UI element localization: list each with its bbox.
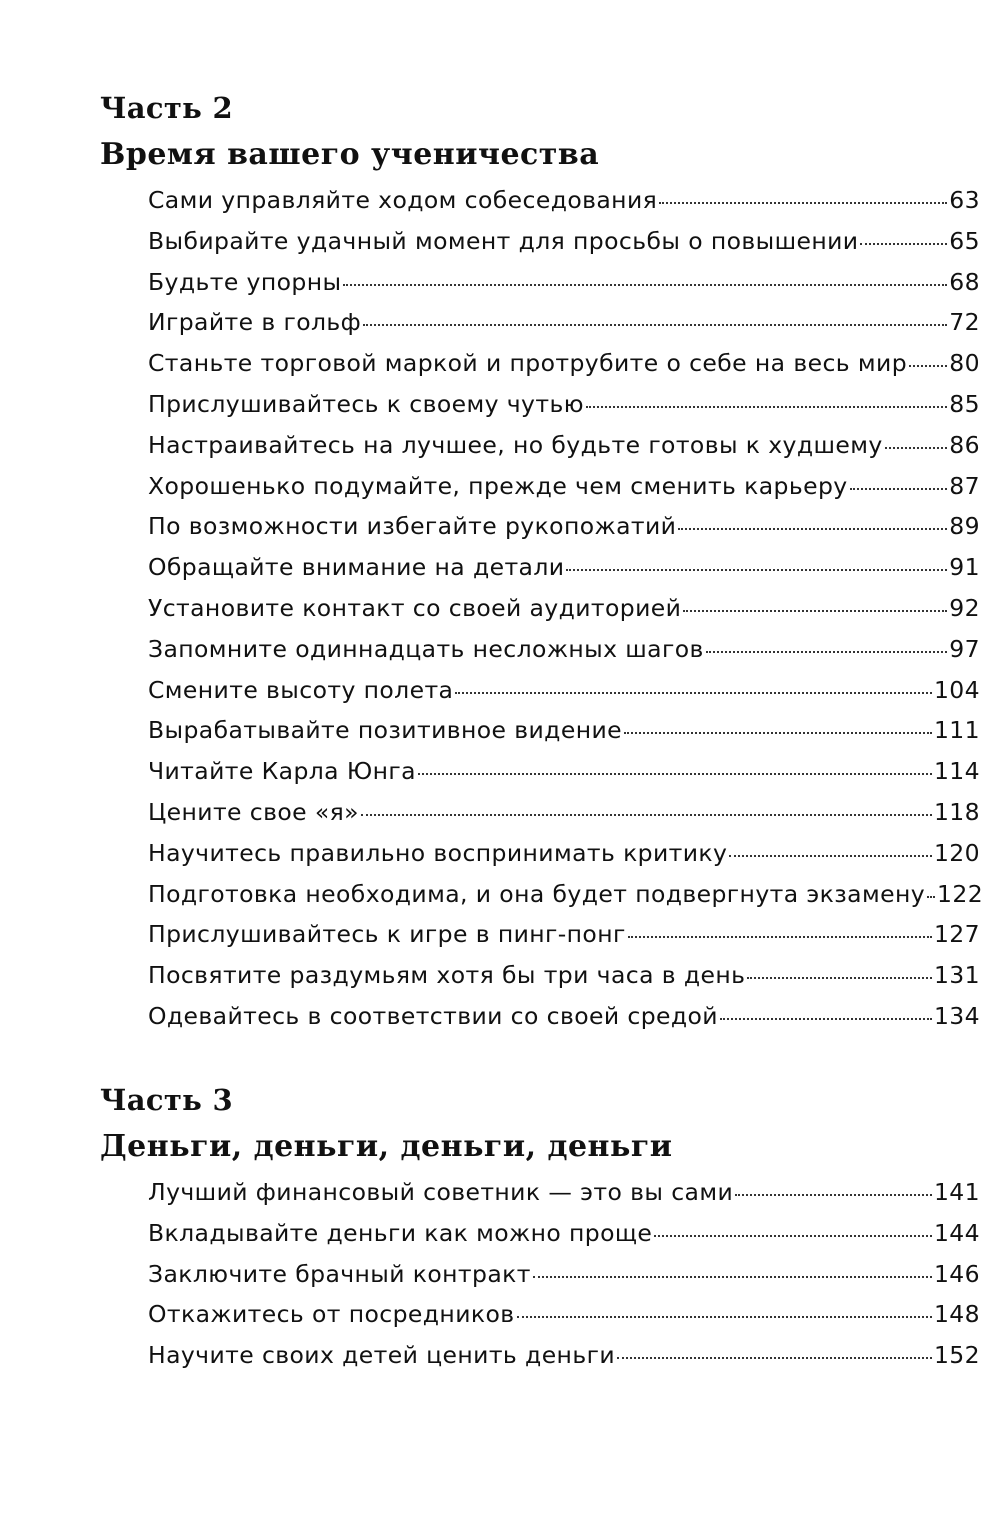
dot-leader <box>706 651 948 653</box>
toc-entry-page-number: 144 <box>933 1218 980 1247</box>
dot-leader <box>586 406 947 408</box>
toc-entry-title: Заключите брачный контракт <box>148 1259 531 1288</box>
toc-entry-page-number: 122 <box>937 879 984 908</box>
dot-leader <box>455 692 932 694</box>
toc-entry <box>148 1172 980 1213</box>
toc-entry-page-number: 120 <box>933 838 980 867</box>
toc-entry <box>148 1294 980 1335</box>
toc-entry-page-number: 104 <box>933 675 980 704</box>
toc-entry-title: Выбирайте удачный момент для просьбы о повышении <box>148 226 859 255</box>
toc-entry-title: Обращайте внимание на детали <box>148 553 565 582</box>
toc-entry <box>148 506 980 547</box>
part-title: Время вашего ученичества <box>100 137 600 172</box>
dot-leader <box>927 896 935 898</box>
toc-entry-page-number: 152 <box>933 1341 980 1370</box>
toc-entry <box>148 1335 980 1376</box>
dot-leader <box>659 202 947 204</box>
dot-leader <box>885 447 948 449</box>
toc-entry-title: Установите контакт со своей аудиторией <box>148 593 682 622</box>
toc-entry-page-number: 68 <box>949 267 980 296</box>
toc-entry-title: Настраивайтесь на лучшее, но будьте готовы к худшему <box>148 430 883 459</box>
toc-entry-page-number: 127 <box>933 920 980 949</box>
toc-entry <box>148 914 980 955</box>
toc-entry-title: Запомните одиннадцать несложных шагов <box>148 634 704 663</box>
toc-entry <box>148 792 980 833</box>
toc-entry <box>148 262 980 303</box>
part-label: Часть 3 <box>100 1083 233 1117</box>
dot-leader <box>909 365 947 367</box>
dot-leader <box>617 1357 932 1359</box>
toc-entry-page-number: 118 <box>933 797 980 826</box>
toc-entry <box>148 751 980 792</box>
toc-entry-page-number: 87 <box>949 471 980 500</box>
toc-entry-page-number: 141 <box>933 1178 980 1206</box>
dot-leader <box>860 243 947 245</box>
part-2-section <box>100 86 984 1037</box>
toc-entry-page-number: 86 <box>949 430 980 459</box>
toc-entry-title: Прислушивайтесь к игре в пинг-понг <box>148 920 626 949</box>
toc-list <box>100 180 984 1037</box>
toc-entry <box>148 547 980 588</box>
toc-entry-title: Станьте торговой маркой и протрубите о себе на весь мир <box>148 349 908 378</box>
toc-entry-page-number: 146 <box>933 1259 980 1288</box>
dot-leader <box>720 1018 932 1020</box>
toc-entry <box>148 180 980 221</box>
toc-entry-title: Читайте Карла Юнга <box>148 757 416 786</box>
dot-leader <box>628 936 932 938</box>
toc-entry <box>148 629 980 670</box>
toc-entry-page-number: 111 <box>933 716 980 745</box>
dot-leader <box>850 488 948 490</box>
dot-leader <box>533 1276 932 1278</box>
toc-entry-page-number: 72 <box>949 308 980 337</box>
part-label: Часть 2 <box>100 91 233 125</box>
part-title: Деньги, деньги, деньги, деньги <box>100 1129 673 1164</box>
toc-entry <box>148 425 980 466</box>
toc-entry <box>148 670 980 711</box>
dot-leader <box>363 324 947 326</box>
toc-entry-title: Посвятите раздумьям хотя бы три часа в день <box>148 961 746 990</box>
toc-entry-page-number: 91 <box>949 553 980 582</box>
toc-entry-page-number: 80 <box>949 349 980 378</box>
toc-entry-page-number: 148 <box>933 1300 980 1329</box>
toc-entry <box>148 302 980 343</box>
toc-entry-title: Сами управляйте ходом собеседования <box>148 186 658 214</box>
dot-leader <box>729 855 932 857</box>
toc-entry-page-number: 114 <box>933 757 980 786</box>
toc-entry-title: Вырабатывайте позитивное видение <box>148 716 622 745</box>
toc-entry <box>148 1254 980 1295</box>
toc-entry-title: Хорошенько подумайте, прежде чем сменить карьеру <box>148 471 848 500</box>
toc-entry <box>148 833 980 874</box>
toc-entry-page-number: 97 <box>949 634 980 663</box>
toc-entry-page-number: 63 <box>949 186 980 214</box>
toc-entry <box>148 710 980 751</box>
dot-leader <box>747 977 932 979</box>
toc-entry <box>148 996 980 1037</box>
dot-leader <box>678 528 947 530</box>
toc-entry-title: Прислушивайтесь к своему чутью <box>148 389 584 418</box>
toc-entry-title: Научитесь правильно воспринимать критику <box>148 838 728 867</box>
dot-leader <box>624 732 932 734</box>
toc-entry <box>148 1213 980 1254</box>
toc-entry-page-number: 65 <box>949 226 980 255</box>
toc-entry <box>148 466 980 507</box>
dot-leader <box>654 1235 932 1237</box>
toc-entry-title: Смените высоту полета <box>148 675 454 704</box>
part-3-section <box>100 1078 980 1376</box>
toc-entry <box>148 384 980 425</box>
toc-entry-page-number: 92 <box>949 593 980 622</box>
dot-leader <box>517 1316 932 1318</box>
toc-entry <box>148 221 980 262</box>
toc-entry-title: Играйте в гольф <box>148 308 362 337</box>
toc-entry <box>148 588 980 629</box>
toc-entry-title: По возможности избегайте рукопожатий <box>148 512 677 541</box>
toc-entry-page-number: 85 <box>949 389 980 418</box>
toc-entry-page-number: 89 <box>949 512 980 541</box>
toc-entry-title: Вкладывайте деньги как можно проще <box>148 1218 653 1247</box>
toc-entry-title: Подготовка необходима, и она будет подвергнута экзамену <box>148 879 926 908</box>
toc-entry <box>148 874 984 915</box>
dot-leader <box>418 773 932 775</box>
toc-entry <box>148 955 980 996</box>
toc-entry-title: Будьте упорны <box>148 267 342 296</box>
dot-leader <box>566 569 947 571</box>
toc-list <box>100 1172 980 1376</box>
toc-entry <box>148 343 980 384</box>
dot-leader <box>735 1194 932 1196</box>
dot-leader <box>343 284 947 286</box>
toc-entry-title: Одевайтесь в соответствии со своей средой <box>148 1001 718 1030</box>
toc-entry-title: Научите своих детей ценить деньги <box>148 1341 615 1370</box>
dot-leader <box>683 610 947 612</box>
toc-entry-page-number: 131 <box>933 961 980 990</box>
toc-entry-page-number: 134 <box>933 1001 980 1030</box>
dot-leader <box>361 814 932 816</box>
toc-entry-title: Лучший финансовый советник — это вы сами <box>148 1178 734 1206</box>
toc-entry-title: Откажитесь от посредников <box>148 1300 515 1329</box>
toc-entry-title: Цените свое «я» <box>148 797 359 826</box>
